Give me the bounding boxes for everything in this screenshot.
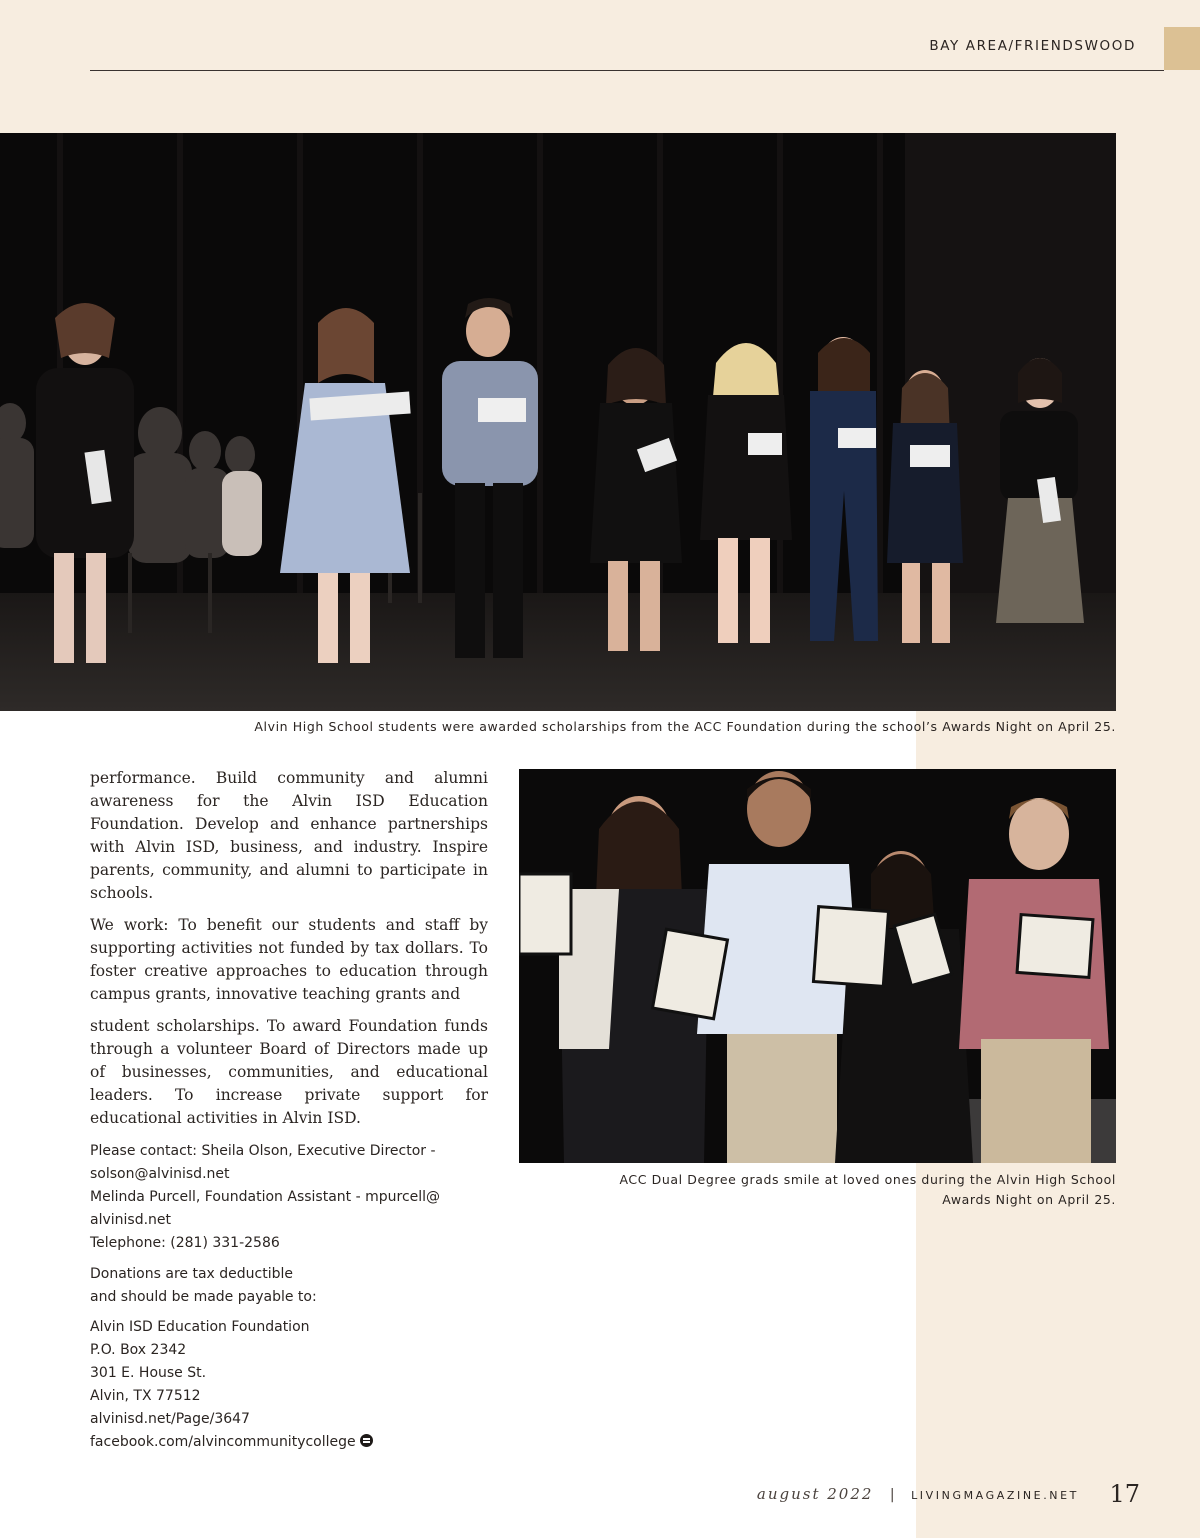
photo-caption-main: Alvin High School students were awarded scholarships from the ACC Foundation during the school’s Awards Night on April 25. bbox=[254, 719, 1116, 734]
footer-separator: | bbox=[889, 1487, 895, 1503]
address-line: 301 E. House St. bbox=[90, 1365, 207, 1381]
caption-line: ACC Dual Degree grads smile at loved ones during the Alvin High School bbox=[619, 1172, 1116, 1187]
page-footer bbox=[757, 1480, 1140, 1510]
address-line: P.O. Box 2342 bbox=[90, 1342, 187, 1358]
header-rule bbox=[90, 70, 1164, 71]
contact-line: Melinda Purcell, Foundation Assistant - mpurcell@ bbox=[90, 1189, 441, 1205]
page-right-band-upper bbox=[1116, 133, 1200, 710]
donation-line: Donations are tax deductible bbox=[90, 1266, 293, 1282]
magazine-site: LIVINGMAGAZINE.NET bbox=[911, 1489, 1079, 1502]
section-corner-tab bbox=[1164, 27, 1200, 70]
website-link[interactable]: alvinisd.net/Page/3647 bbox=[90, 1411, 250, 1427]
contact-info bbox=[90, 1140, 490, 1255]
photo-scholarship-recipients bbox=[0, 133, 1116, 711]
address-line: Alvin, TX 77512 bbox=[90, 1388, 201, 1404]
facebook-link-row bbox=[90, 1431, 490, 1454]
article-paragraph: performance. Build community and alumni awareness for the Alvin ISD Education Foundation. Develop and enhance partnerships with Alvin ISD, business, and industry. Inspire parents, community, and alumni to participate in schools. bbox=[90, 769, 488, 902]
page-top-band bbox=[0, 0, 1200, 133]
article-body bbox=[90, 767, 488, 1139]
contact-phone: Telephone: (281) 331-2586 bbox=[90, 1235, 280, 1251]
facebook-link[interactable]: facebook.com/alvincommunitycollege bbox=[90, 1434, 356, 1450]
caption-line: Awards Night on April 25. bbox=[942, 1192, 1116, 1207]
issue-date: august 2022 bbox=[756, 1485, 874, 1503]
end-of-article-icon bbox=[360, 1434, 373, 1447]
contact-email[interactable]: alvinisd.net bbox=[90, 1212, 172, 1228]
mailing-address bbox=[90, 1316, 490, 1454]
photo-dual-degree-grads bbox=[519, 769, 1116, 1163]
contact-email[interactable]: solson@alvinisd.net bbox=[90, 1166, 230, 1182]
section-label: BAY AREA/FRIENDSWOOD bbox=[929, 38, 1136, 54]
donation-note bbox=[90, 1263, 490, 1309]
donation-line: and should be made payable to: bbox=[90, 1289, 317, 1305]
contact-line: Please contact: Sheila Olson, Executive Director - bbox=[90, 1143, 436, 1159]
address-line: Alvin ISD Education Foundation bbox=[90, 1319, 310, 1335]
page-number: 17 bbox=[1109, 1480, 1140, 1508]
grads-photo-illustration bbox=[519, 769, 1116, 1163]
stage-photo-illustration bbox=[0, 133, 1116, 711]
photo-caption-second bbox=[576, 1170, 1116, 1210]
article-paragraph: We work: To benefit our students and staff by supporting activities not funded by tax dollars. To foster creative approaches to education through campus grants, innovative teaching grants and bbox=[90, 916, 488, 1003]
article-paragraph: student scholarships. To award Foundation funds through a volunteer Board of Directors made up of businesses, communities, and educational leaders. To increase private support for educational activities in Alvin ISD. bbox=[90, 1017, 488, 1127]
